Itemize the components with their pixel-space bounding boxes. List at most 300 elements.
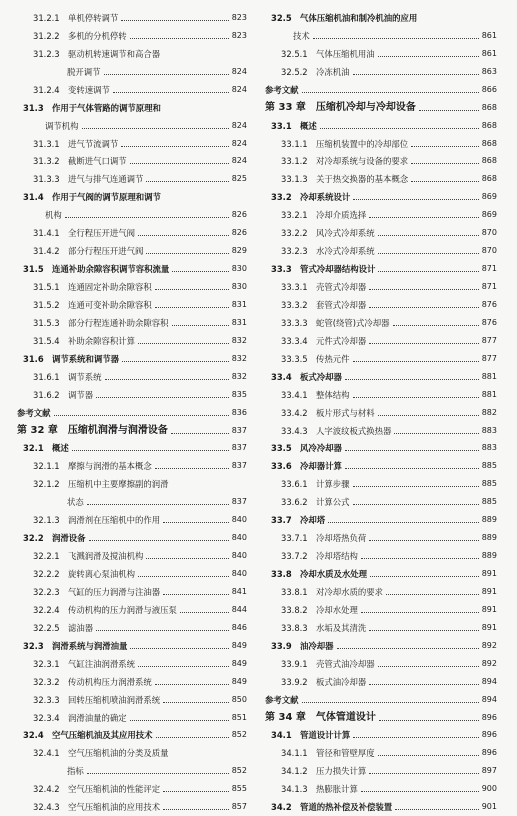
toc-entry bbox=[265, 655, 497, 673]
toc-entry bbox=[265, 135, 497, 153]
toc-leader-dots bbox=[353, 504, 479, 505]
toc-entry-title: 33.3.2 套管式冷却器 bbox=[281, 299, 367, 310]
toc-leader-dots bbox=[65, 217, 229, 218]
toc-entry-title: 33.2.3 水冷式冷却系统 bbox=[281, 246, 375, 257]
toc-entry bbox=[17, 188, 247, 206]
toc-leader-dots bbox=[172, 325, 229, 326]
toc-right-column bbox=[265, 9, 497, 816]
toc-entry-title: 34.2 管道的热补偿及补偿装置 bbox=[271, 802, 393, 813]
toc-entry-title: 32.2.4 传动机构的压力润滑与液压泵 bbox=[33, 604, 177, 615]
toc-entry bbox=[17, 278, 247, 296]
toc-entry-title: 31.5 连通补助余隙容积调节容积流量 bbox=[23, 264, 170, 275]
toc-entry-title: 参考文献 bbox=[17, 407, 51, 418]
toc-leader-dots bbox=[104, 74, 229, 75]
toc-page-number: 892 bbox=[481, 658, 497, 668]
toc-entry-title: 33.1.2 对冷却系统与设备的要求 bbox=[281, 156, 409, 167]
toc-page-number: 882 bbox=[481, 407, 497, 417]
toc-page-number: 851 bbox=[231, 712, 247, 722]
toc-entry bbox=[265, 744, 497, 762]
toc-page-number: 824 bbox=[231, 156, 247, 166]
toc-page-number: 830 bbox=[231, 264, 247, 274]
toc-entry-title: 31.3.3 进气与排气连通调节 bbox=[33, 174, 144, 185]
toc-entry-title: 31.5.3 部分行程连通补助余隙容积 bbox=[33, 317, 169, 328]
toc-entry-title: 33.6 冷却器计算 bbox=[271, 461, 342, 472]
toc-page-number: 844 bbox=[231, 604, 247, 614]
toc-entry bbox=[17, 81, 247, 99]
toc-leader-dots bbox=[353, 199, 478, 200]
toc-entry bbox=[17, 153, 247, 171]
toc-leader-dots bbox=[172, 271, 228, 272]
toc-entry bbox=[17, 260, 247, 278]
toc-entry bbox=[17, 529, 247, 547]
toc-page-number: 870 bbox=[481, 228, 497, 238]
toc-page-number: 836 bbox=[231, 407, 247, 417]
toc-entry bbox=[265, 350, 497, 368]
toc-entry-title: 指标 bbox=[67, 766, 84, 777]
toc-page-number: 831 bbox=[231, 299, 247, 309]
toc-page-number: 857 bbox=[231, 802, 247, 812]
toc-entry bbox=[265, 117, 497, 135]
toc-leader-dots bbox=[345, 379, 479, 380]
toc-page-number: 889 bbox=[481, 551, 497, 561]
toc-leader-dots bbox=[345, 450, 479, 451]
toc-leader-dots bbox=[313, 38, 479, 39]
toc-entry bbox=[265, 673, 497, 691]
toc-entry bbox=[265, 296, 497, 314]
toc-leader-dots bbox=[361, 791, 479, 792]
toc-entry bbox=[17, 547, 247, 565]
toc-page-number: 891 bbox=[481, 569, 497, 578]
toc-entry bbox=[17, 762, 247, 780]
toc-entry bbox=[265, 188, 497, 206]
toc-entry-title: 33.4.3 人字波纹板式换热器 bbox=[281, 425, 392, 436]
toc-entry-title: 32.1 概述 bbox=[23, 443, 69, 454]
toc-page-number: 876 bbox=[481, 317, 497, 327]
toc-page-number: 897 bbox=[481, 766, 497, 776]
toc-leader-dots bbox=[96, 397, 229, 398]
toc-leader-dots bbox=[155, 307, 229, 308]
toc-leader-dots bbox=[369, 773, 478, 774]
toc-leader-dots bbox=[320, 128, 479, 129]
toc-entry-title: 32.4.2 空气压缩机油的性能评定 bbox=[33, 784, 161, 795]
toc-chapter-heading bbox=[17, 422, 247, 440]
toc-entry bbox=[265, 440, 497, 458]
toc-leader-dots bbox=[171, 433, 229, 434]
toc-entry bbox=[17, 296, 247, 314]
toc-entry bbox=[265, 63, 497, 81]
toc-page-number: 849 bbox=[231, 676, 247, 686]
toc-entry-title: 31.6.2 调节器 bbox=[33, 389, 94, 400]
toc-entry bbox=[265, 475, 497, 493]
toc-entry bbox=[17, 404, 247, 422]
toc-entry bbox=[265, 45, 497, 63]
toc-page-number: 840 bbox=[231, 533, 247, 543]
toc-leader-dots bbox=[353, 361, 479, 362]
toc-entry-title: 33.6.2 计算公式 bbox=[281, 497, 350, 508]
toc-entry-title: 33.3.5 传热元件 bbox=[281, 353, 350, 364]
toc-page-number: 837 bbox=[231, 497, 247, 507]
toc-entry-title: 第 34 章 气体管道设计 bbox=[265, 711, 376, 723]
toc-entry-title: 32.5.1 气体压缩机用油 bbox=[281, 48, 375, 59]
toc-entry-title: 33.6.1 计算步骤 bbox=[281, 479, 350, 490]
toc-leader-dots bbox=[378, 253, 479, 254]
toc-entry-title: 参考文献 bbox=[265, 694, 299, 705]
toc-page-number: 852 bbox=[231, 730, 247, 740]
toc-entry-title: 33.1.1 压缩机装置中的冷却部位 bbox=[281, 138, 409, 149]
toc-leader-dots bbox=[411, 181, 479, 182]
toc-entry-title: 33.8 冷却水质及水处理 bbox=[271, 569, 368, 579]
toc-entry-title: 32.4.1 空气压缩机油的分类及质量 bbox=[33, 748, 169, 759]
toc-entry bbox=[17, 583, 247, 601]
toc-entry bbox=[265, 81, 497, 99]
toc-leader-dots bbox=[155, 468, 229, 469]
toc-leader-dots bbox=[180, 612, 229, 613]
toc-entry bbox=[265, 493, 497, 511]
toc-leader-dots bbox=[87, 773, 229, 774]
toc-leader-dots bbox=[369, 307, 478, 308]
toc-entry-title: 31.5.4 补助余隙容积计算 bbox=[33, 335, 136, 346]
toc-leader-dots bbox=[369, 289, 478, 290]
toc-leader-dots bbox=[393, 325, 479, 326]
toc-page-number: 826 bbox=[231, 210, 247, 220]
toc-entry-title: 状态 bbox=[67, 497, 84, 508]
toc-page-number: 840 bbox=[231, 569, 247, 578]
toc-leader-dots bbox=[121, 146, 228, 147]
toc-page-number: 832 bbox=[231, 371, 247, 381]
toc-entry-title: 第 32 章 压缩机润滑与润滑设备 bbox=[17, 424, 168, 436]
toc-entry bbox=[17, 9, 247, 27]
toc-leader-dots bbox=[82, 128, 229, 129]
toc-entry bbox=[265, 314, 497, 332]
toc-leader-dots bbox=[370, 576, 479, 577]
toc-leader-dots bbox=[163, 809, 229, 810]
toc-page-number: 826 bbox=[231, 228, 247, 238]
toc-entry-title: 34.1.2 压力损失计算 bbox=[281, 766, 367, 777]
toc-entry-title: 31.4 作用于气阀的调节原理和调节 bbox=[23, 192, 161, 203]
toc-leader-dots bbox=[130, 38, 229, 39]
toc-page-number: 896 bbox=[481, 712, 497, 722]
toc-entry bbox=[17, 350, 247, 368]
toc-entry-title: 31.4.1 全行程压开进气阀 bbox=[33, 228, 136, 239]
toc-entry bbox=[265, 762, 497, 780]
toc-leader-dots bbox=[378, 56, 479, 57]
toc-leader-dots bbox=[419, 110, 479, 111]
toc-entry-title: 33.4.1 整体结构 bbox=[281, 389, 350, 400]
toc-entry-title: 33.3 管式冷却器结构设计 bbox=[271, 264, 376, 275]
toc-page-number: 877 bbox=[481, 353, 497, 363]
toc-entry bbox=[17, 511, 247, 529]
toc-leader-dots bbox=[302, 702, 479, 703]
toc-page-number: 840 bbox=[231, 551, 247, 561]
toc-leader-dots bbox=[411, 146, 479, 147]
toc-leader-dots bbox=[395, 809, 479, 810]
toc-leader-dots bbox=[353, 737, 478, 738]
toc-entry-title: 32.1.1 摩擦与润滑的基本概念 bbox=[33, 461, 152, 472]
toc-entry bbox=[265, 511, 497, 529]
toc-leader-dots bbox=[302, 92, 479, 93]
toc-entry bbox=[17, 601, 247, 619]
toc-entry bbox=[265, 224, 497, 242]
toc-leader-dots bbox=[121, 20, 228, 21]
toc-entry bbox=[265, 547, 497, 565]
toc-entry bbox=[265, 368, 497, 386]
toc-page-number: 852 bbox=[231, 766, 247, 776]
toc-page-number: 883 bbox=[481, 425, 497, 435]
toc-entry bbox=[17, 135, 247, 153]
toc-page-number: 896 bbox=[481, 748, 497, 758]
toc-page-number: 846 bbox=[231, 622, 247, 632]
toc-page-number: 891 bbox=[481, 586, 497, 596]
toc-entry-title: 31.4.2 部分行程压开进气阀 bbox=[33, 246, 144, 257]
toc-leader-dots bbox=[411, 163, 479, 164]
toc-entry-title: 31.5.2 连通可变补助余隙容积 bbox=[33, 299, 152, 310]
toc-entry-title: 32.2 润滑设备 bbox=[23, 533, 86, 544]
toc-entry bbox=[17, 637, 247, 655]
toc-entry-title: 33.3.3 蛇管(绕管)式冷却器 bbox=[281, 317, 390, 328]
toc-entry-title: 脱开调节 bbox=[67, 66, 101, 77]
toc-leader-dots bbox=[87, 504, 229, 505]
toc-entry bbox=[265, 27, 497, 45]
toc-entry bbox=[17, 457, 247, 475]
toc-page-number: 885 bbox=[481, 461, 497, 471]
toc-leader-dots bbox=[353, 74, 479, 75]
toc-leader-dots bbox=[122, 361, 229, 362]
toc-leader-dots bbox=[361, 558, 479, 559]
toc-leader-dots bbox=[163, 594, 229, 595]
toc-entry-title: 32.4.3 空气压缩机油的应用技术 bbox=[33, 802, 161, 813]
toc-leader-dots bbox=[378, 271, 478, 272]
toc-entry bbox=[17, 45, 247, 63]
toc-page-number: 824 bbox=[231, 120, 247, 130]
toc-entry bbox=[17, 565, 247, 583]
toc-page-number: 896 bbox=[481, 730, 497, 740]
toc-entry bbox=[265, 332, 497, 350]
toc-entry-title: 34.1 管道设计计算 bbox=[271, 730, 351, 741]
toc-entry bbox=[17, 440, 247, 458]
toc-page-number: 876 bbox=[481, 299, 497, 309]
toc-entry bbox=[17, 314, 247, 332]
toc-entry-title: 34.1.1 管径和管壁厚度 bbox=[281, 748, 375, 759]
toc-entry-title: 33.9.2 板式油冷却器 bbox=[281, 676, 367, 687]
toc-entry-title: 33.9 油冷却器 bbox=[271, 640, 334, 651]
toc-leader-dots bbox=[328, 522, 479, 523]
toc-leader-dots bbox=[394, 433, 478, 434]
toc-leader-dots bbox=[138, 576, 229, 577]
toc-leader-dots bbox=[130, 720, 229, 721]
toc-leader-dots bbox=[369, 540, 478, 541]
toc-entry-title: 31.2.1 单机停转调节 bbox=[33, 12, 119, 23]
toc-chapter-heading bbox=[265, 709, 497, 727]
toc-entry-title: 33.2 冷却系统设计 bbox=[271, 192, 351, 203]
toc-entry-title: 33.2.1 冷却介质选择 bbox=[281, 210, 367, 221]
toc-entry-title: 31.2.3 驱动机转速调节和高合器 bbox=[33, 48, 161, 59]
toc-entry bbox=[17, 493, 247, 511]
toc-page-number: 871 bbox=[481, 282, 497, 291]
toc-page-number: 868 bbox=[481, 156, 497, 166]
toc-leader-dots bbox=[130, 163, 229, 164]
toc-entry-title: 31.3.1 进气节流调节 bbox=[33, 138, 119, 149]
toc-page-number: 868 bbox=[481, 138, 497, 148]
toc-page-number: 831 bbox=[231, 317, 247, 327]
toc-leader-dots bbox=[163, 791, 229, 792]
toc-entry-title: 33.8.3 水垢及其清洗 bbox=[281, 622, 367, 633]
toc-entry-title: 31.2.4 变转速调节 bbox=[33, 84, 110, 95]
toc-entry bbox=[17, 691, 247, 709]
toc-page-number: 868 bbox=[481, 174, 497, 184]
toc-entry bbox=[17, 99, 247, 117]
toc-leader-dots bbox=[337, 648, 479, 649]
toc-entry bbox=[17, 673, 247, 691]
toc-entry bbox=[265, 170, 497, 188]
toc-page-number: 869 bbox=[481, 210, 497, 220]
toc-leader-dots bbox=[369, 217, 478, 218]
toc-page-number: 841 bbox=[231, 586, 247, 596]
toc-entry-title: 32.1.3 润滑剂在压缩机中的作用 bbox=[33, 515, 161, 526]
toc-page-number: 835 bbox=[231, 389, 247, 399]
toc-entry bbox=[17, 709, 247, 727]
toc-entry bbox=[265, 565, 497, 583]
toc-entry bbox=[265, 242, 497, 260]
toc-page-number: 840 bbox=[231, 515, 247, 525]
toc-page-number: 837 bbox=[231, 425, 247, 435]
toc-leader-dots bbox=[378, 666, 479, 667]
toc-page-number: 824 bbox=[231, 138, 247, 148]
toc-page-number: 900 bbox=[481, 784, 497, 794]
toc-page-number: 849 bbox=[231, 640, 247, 650]
toc-entry bbox=[17, 170, 247, 188]
toc-entry-title: 33.1 概述 bbox=[271, 120, 317, 131]
toc-entry-title: 32.3.4 润滑油量的确定 bbox=[33, 712, 127, 723]
toc-leader-dots bbox=[361, 612, 479, 613]
toc-leader-dots bbox=[146, 253, 228, 254]
toc-entry bbox=[265, 601, 497, 619]
toc-page-number: 868 bbox=[481, 102, 497, 112]
toc-page-number: 869 bbox=[481, 192, 497, 202]
toc-leader-dots bbox=[369, 630, 478, 631]
toc-leader-dots bbox=[345, 468, 479, 469]
toc-leader-dots bbox=[155, 684, 229, 685]
toc-entry-title: 33.8.2 冷却水处理 bbox=[281, 604, 358, 615]
toc-page-number: 883 bbox=[481, 443, 497, 453]
toc-entry-title: 34.1.3 热膨胀计算 bbox=[281, 784, 358, 795]
toc-page-number: 877 bbox=[481, 335, 497, 345]
toc-entry-title: 调节机构 bbox=[45, 120, 79, 131]
toc-entry bbox=[17, 780, 247, 798]
toc-page-number: 894 bbox=[481, 676, 497, 686]
toc-entry-title: 32.3 润滑系统与润滑油量 bbox=[23, 640, 128, 651]
toc-entry bbox=[17, 655, 247, 673]
toc-entry-title: 31.6.1 调节系统 bbox=[33, 371, 102, 382]
toc-leader-dots bbox=[105, 379, 229, 380]
toc-entry bbox=[17, 63, 247, 81]
toc-entry bbox=[265, 529, 497, 547]
toc-page-number: 861 bbox=[481, 30, 497, 40]
toc-entry-title: 33.4 板式冷却器 bbox=[271, 371, 342, 382]
toc-page-number: 849 bbox=[231, 658, 247, 668]
toc-entry-title: 32.2.1 飞溅润滑及搅油机构 bbox=[33, 551, 144, 562]
toc-leader-dots bbox=[163, 702, 229, 703]
toc-entry-title: 33.3.1 壳管式冷却器 bbox=[281, 282, 367, 292]
toc-page-number: 832 bbox=[231, 353, 247, 363]
toc-entry-title: 32.2.2 旋转离心泵油机构 bbox=[33, 569, 136, 579]
toc-entry-title: 31.3 作用于气体管路的调节原理和 bbox=[23, 102, 161, 113]
toc-leader-dots bbox=[156, 737, 229, 738]
toc-entry-title: 机构 bbox=[45, 210, 62, 221]
toc-entry-title: 32.4 空气压缩机油及其应用技术 bbox=[23, 730, 153, 741]
toc-entry bbox=[17, 224, 247, 242]
toc-leader-dots bbox=[54, 415, 229, 416]
toc-left-column bbox=[17, 9, 247, 816]
toc-entry-title: 32.2.5 滤油器 bbox=[33, 622, 94, 633]
toc-entry bbox=[265, 206, 497, 224]
toc-entry bbox=[17, 744, 247, 762]
toc-entry bbox=[17, 619, 247, 637]
toc-page-number: 868 bbox=[481, 120, 497, 130]
toc-leader-dots bbox=[155, 289, 229, 290]
toc-entry bbox=[17, 475, 247, 493]
toc-page-number: 830 bbox=[231, 282, 247, 291]
toc-entry bbox=[17, 332, 247, 350]
toc-entry-title: 31.6 调节系统和调节器 bbox=[23, 353, 120, 364]
toc-leader-dots bbox=[353, 486, 479, 487]
toc-leader-dots bbox=[369, 684, 478, 685]
toc-entry-title: 31.2.2 多机的分机停转 bbox=[33, 30, 127, 41]
toc-entry-title: 33.2.2 风冷式冷却系统 bbox=[281, 228, 375, 239]
toc-entry-title: 33.7.1 冷却塔热负荷 bbox=[281, 533, 367, 544]
toc-entry bbox=[265, 386, 497, 404]
toc-page-number: 837 bbox=[231, 443, 247, 453]
toc-leader-dots bbox=[353, 397, 479, 398]
toc-entry bbox=[265, 798, 497, 816]
toc-page-number: 825 bbox=[231, 174, 247, 184]
toc-leader-dots bbox=[369, 343, 478, 344]
toc-page-number: 871 bbox=[481, 264, 497, 274]
toc-entry bbox=[265, 727, 497, 745]
toc-page-number: 823 bbox=[231, 30, 247, 40]
toc-leader-dots bbox=[378, 755, 479, 756]
toc-entry bbox=[265, 780, 497, 798]
toc-page-number: 891 bbox=[481, 604, 497, 614]
toc-leader-dots bbox=[130, 648, 228, 649]
toc-leader-dots bbox=[146, 558, 228, 559]
toc-entry bbox=[265, 422, 497, 440]
toc-page-number: 870 bbox=[481, 246, 497, 256]
toc-entry bbox=[265, 9, 497, 27]
toc-page-number: 881 bbox=[481, 371, 497, 381]
toc-entry-title: 33.8.1 对冷却水质的要求 bbox=[281, 586, 384, 597]
toc-page-number: 850 bbox=[231, 694, 247, 704]
toc-entry bbox=[17, 27, 247, 45]
toc-page-number: 891 bbox=[481, 622, 497, 632]
toc-page-number: 894 bbox=[481, 694, 497, 704]
toc-page-number: 855 bbox=[231, 784, 247, 794]
toc-entry-title: 33.9.1 壳管式油冷却器 bbox=[281, 658, 375, 669]
toc-leader-dots bbox=[138, 666, 229, 667]
toc-leader-dots bbox=[113, 92, 229, 93]
toc-entry bbox=[17, 727, 247, 745]
toc-leader-dots bbox=[138, 343, 229, 344]
toc-page-number: 837 bbox=[231, 461, 247, 471]
toc-page-number: 889 bbox=[481, 515, 497, 525]
toc-entry bbox=[17, 386, 247, 404]
toc-leader-dots bbox=[378, 415, 479, 416]
toc-chapter-heading bbox=[265, 99, 497, 117]
toc-leader-dots bbox=[138, 235, 229, 236]
toc-leader-dots bbox=[146, 181, 228, 182]
toc-leader-dots bbox=[378, 235, 479, 236]
toc-leader-dots bbox=[89, 540, 229, 541]
toc-entry bbox=[17, 117, 247, 135]
